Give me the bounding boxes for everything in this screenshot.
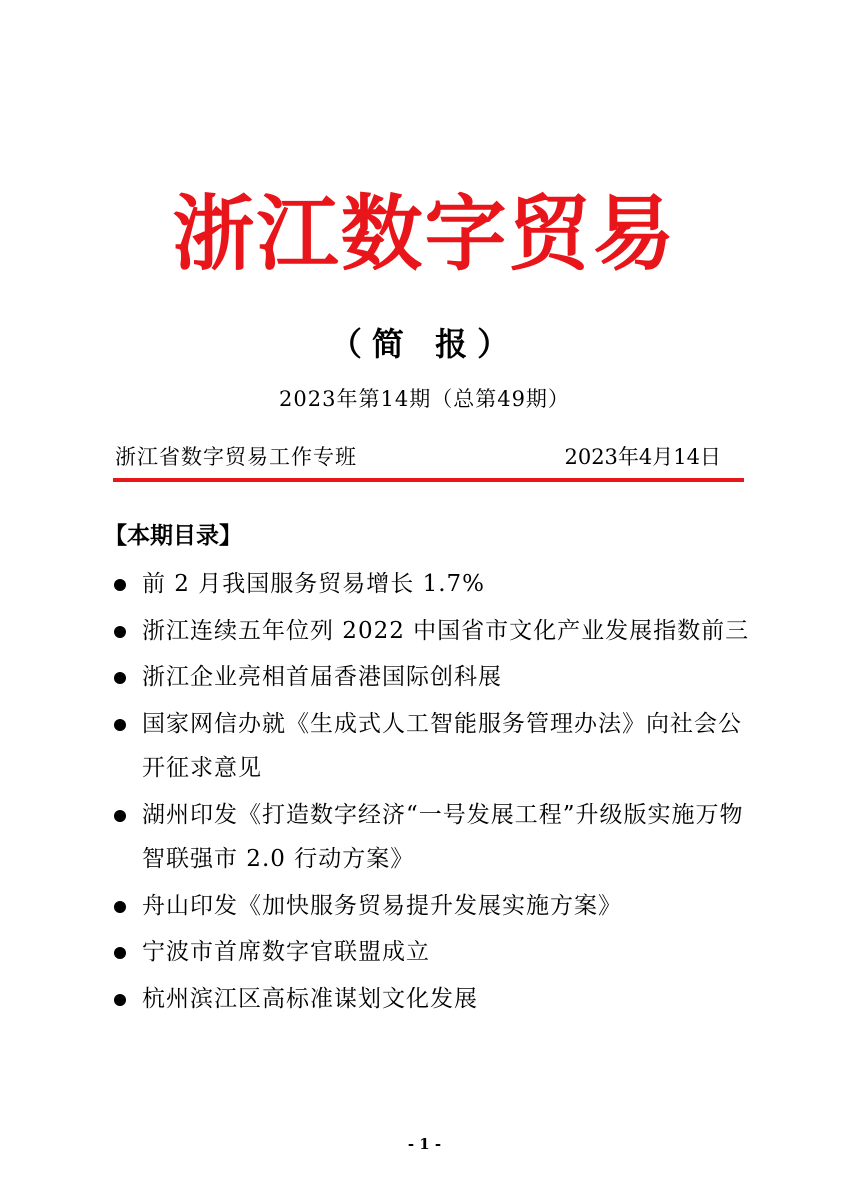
toc-item[interactable] xyxy=(104,562,754,607)
bullet-icon xyxy=(114,947,126,959)
bullet-icon xyxy=(114,579,126,591)
publisher-name: 浙江省数字贸易工作专班 xyxy=(115,445,357,469)
masthead-title: 浙江数字贸易 xyxy=(172,186,677,282)
toc-item[interactable] xyxy=(104,609,754,654)
toc-item-text: 舟山印发《加快服务贸易提升发展实施方案》 xyxy=(142,892,622,919)
masthead-subtitle: （简 报） xyxy=(329,325,520,363)
toc-item[interactable] xyxy=(104,702,754,791)
toc-item-text: 浙江连续五年位列 2022 中国省市文化产业发展指数前三 xyxy=(142,617,750,644)
toc-list xyxy=(104,562,754,1023)
toc-item-text: 湖州印发《打造数字经济“一号发展工程”升级版实施万物智联强市 2.0 行动方案》 xyxy=(142,801,744,872)
toc-item-text: 宁波市首席数字官联盟成立 xyxy=(142,939,430,965)
toc-item-text: 杭州滨江区高标准谋划文化发展 xyxy=(142,985,478,1012)
toc-item[interactable] xyxy=(104,884,754,929)
toc-item[interactable] xyxy=(104,793,754,882)
publication-date: 2023年4月14日 xyxy=(564,445,721,469)
toc-heading: 【本期目录】 xyxy=(104,523,242,549)
bullet-icon xyxy=(114,994,126,1006)
issue-number: 2023年第14期（总第49期） xyxy=(279,387,570,411)
bullet-icon xyxy=(114,901,126,913)
toc-item-text: 浙江企业亮相首届香港国际创科展 xyxy=(142,664,502,690)
header-divider xyxy=(113,478,744,482)
toc-item[interactable] xyxy=(104,930,754,975)
toc-item-text: 国家网信办就《生成式人工智能服务管理办法》向社会公开征求意见 xyxy=(142,710,742,781)
bullet-icon xyxy=(114,719,126,731)
bullet-icon xyxy=(114,810,126,822)
toc-item-text: 前 2 月我国服务贸易增长 1.7% xyxy=(142,571,485,597)
toc-item[interactable] xyxy=(104,655,754,700)
bullet-icon xyxy=(114,626,126,638)
page-number: - 1 - xyxy=(407,1135,442,1153)
toc-item[interactable] xyxy=(104,977,754,1022)
bullet-icon xyxy=(114,672,126,684)
